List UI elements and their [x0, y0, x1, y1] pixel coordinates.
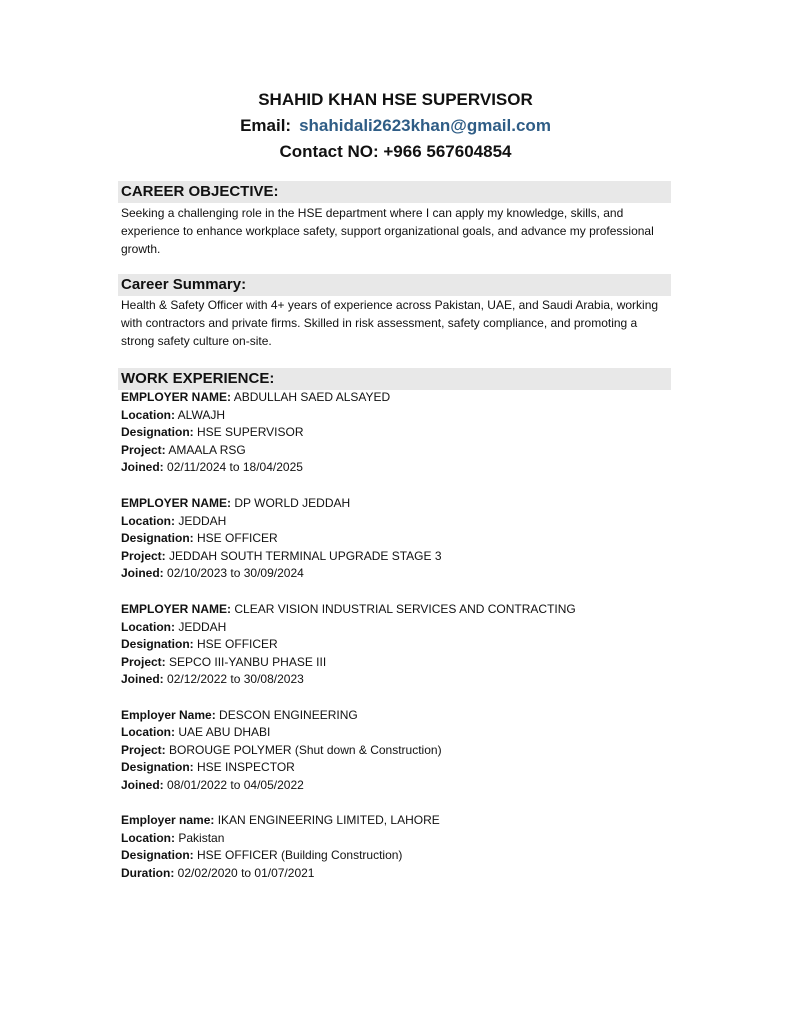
field-value: HSE OFFICER	[197, 531, 278, 545]
field-value: 08/01/2022 to 04/05/2022	[167, 778, 304, 792]
job-field	[121, 513, 226, 530]
job-field	[121, 707, 358, 724]
field-label: Designation:	[121, 637, 194, 651]
field-value: IKAN ENGINEERING LIMITED, LAHORE	[217, 813, 440, 827]
field-label: EMPLOYER NAME:	[121, 390, 232, 404]
job-field	[121, 865, 314, 882]
field-label: Project:	[121, 443, 166, 457]
field-label: Designation:	[121, 760, 194, 774]
job-field	[121, 636, 278, 653]
work-experience-heading: WORK EXPERIENCE:	[118, 368, 671, 390]
field-label: Joined:	[121, 672, 164, 686]
job-field	[121, 530, 278, 547]
field-label: Duration:	[121, 866, 175, 880]
field-label: Location:	[121, 620, 175, 634]
job-field	[121, 601, 576, 618]
job-field	[121, 742, 442, 759]
job-field	[121, 424, 304, 441]
field-label: Project:	[121, 549, 166, 563]
field-value: ALWAJH	[177, 408, 226, 422]
field-label: Project:	[121, 655, 166, 669]
field-value: UAE ABU DHABI	[178, 725, 271, 739]
job-field	[121, 548, 442, 565]
field-label: EMPLOYER NAME:	[121, 496, 232, 510]
field-label: Location:	[121, 725, 175, 739]
field-value: HSE SUPERVISOR	[197, 425, 304, 439]
job-field	[121, 830, 224, 847]
field-label: Designation:	[121, 425, 194, 439]
job-field	[121, 565, 304, 582]
candidate-name: SHAHID KHAN HSE SUPERVISOR	[258, 90, 533, 109]
field-label: Employer name:	[121, 813, 215, 827]
email-label: Email:	[240, 116, 292, 135]
job-field	[121, 724, 270, 741]
field-value: BOROUGE POLYMER (Shut down & Construction)	[169, 743, 442, 757]
field-label: Joined:	[121, 566, 164, 580]
field-label: EMPLOYER NAME:	[121, 602, 232, 616]
job-field	[121, 847, 402, 864]
field-value: CLEAR VISION INDUSTRIAL SERVICES AND CONTRACTING	[234, 602, 576, 616]
field-label: Joined:	[121, 778, 164, 792]
job-field	[121, 389, 390, 406]
field-value: 02/10/2023 to 30/09/2024	[167, 566, 304, 580]
field-label: Employer Name:	[121, 708, 216, 722]
email-line	[0, 115, 791, 137]
field-label: Designation:	[121, 531, 194, 545]
field-value: DP WORLD JEDDAH	[234, 496, 351, 510]
email-link[interactable]: shahidali2623khan@gmail.com	[299, 116, 551, 135]
job-field	[121, 407, 225, 424]
field-label: Designation:	[121, 848, 194, 862]
job-field	[121, 759, 295, 776]
job-field	[121, 812, 440, 829]
field-label: Location:	[121, 408, 175, 422]
field-value: ABDULLAH SAED ALSAYED	[233, 390, 391, 404]
field-value: JEDDAH SOUTH TERMINAL UPGRADE STAGE 3	[169, 549, 442, 563]
career-objective-heading: CAREER OBJECTIVE:	[118, 181, 671, 203]
job-field	[121, 619, 226, 636]
job-field	[121, 442, 246, 459]
job-field	[121, 777, 304, 794]
field-value: AMAALA RSG	[168, 443, 246, 457]
contact-number: Contact NO: +966 567604854	[279, 142, 512, 161]
career-summary-text: Health & Safety Officer with 4+ years of experience across Pakistan, UAE, and Saudi Arabia, working with contractors and private firms. Skilled in risk assessment, safety compliance, and promoting a strong safety culture on-site.	[121, 298, 659, 348]
field-value: 02/11/2024 to 18/04/2025	[167, 460, 303, 474]
field-value: DESCON ENGINEERING	[219, 708, 358, 722]
field-value: JEDDAH	[178, 514, 227, 528]
field-label: Joined:	[121, 460, 164, 474]
field-value: JEDDAH	[178, 620, 227, 634]
job-field	[121, 495, 350, 512]
field-value: HSE OFFICER	[197, 637, 278, 651]
job-field	[121, 654, 326, 671]
field-value: HSE INSPECTOR	[197, 760, 295, 774]
field-value: 02/12/2022 to 30/08/2023	[167, 672, 304, 686]
field-label: Project:	[121, 743, 166, 757]
career-objective-text: Seeking a challenging role in the HSE department where I can apply my knowledge, skills, and experience to enhance workplace safety, support organizational goals, and advance my professional growth.	[121, 206, 654, 256]
field-label: Location:	[121, 514, 175, 528]
job-field	[121, 459, 303, 476]
job-field	[121, 671, 304, 688]
field-value: 02/02/2020 to 01/07/2021	[177, 866, 315, 880]
field-value: Pakistan	[178, 831, 225, 845]
field-value: HSE OFFICER (Building Construction)	[197, 848, 403, 862]
field-value: SEPCO III-YANBU PHASE III	[169, 655, 327, 669]
field-label: Location:	[121, 831, 175, 845]
career-summary-heading: Career Summary:	[118, 274, 671, 296]
